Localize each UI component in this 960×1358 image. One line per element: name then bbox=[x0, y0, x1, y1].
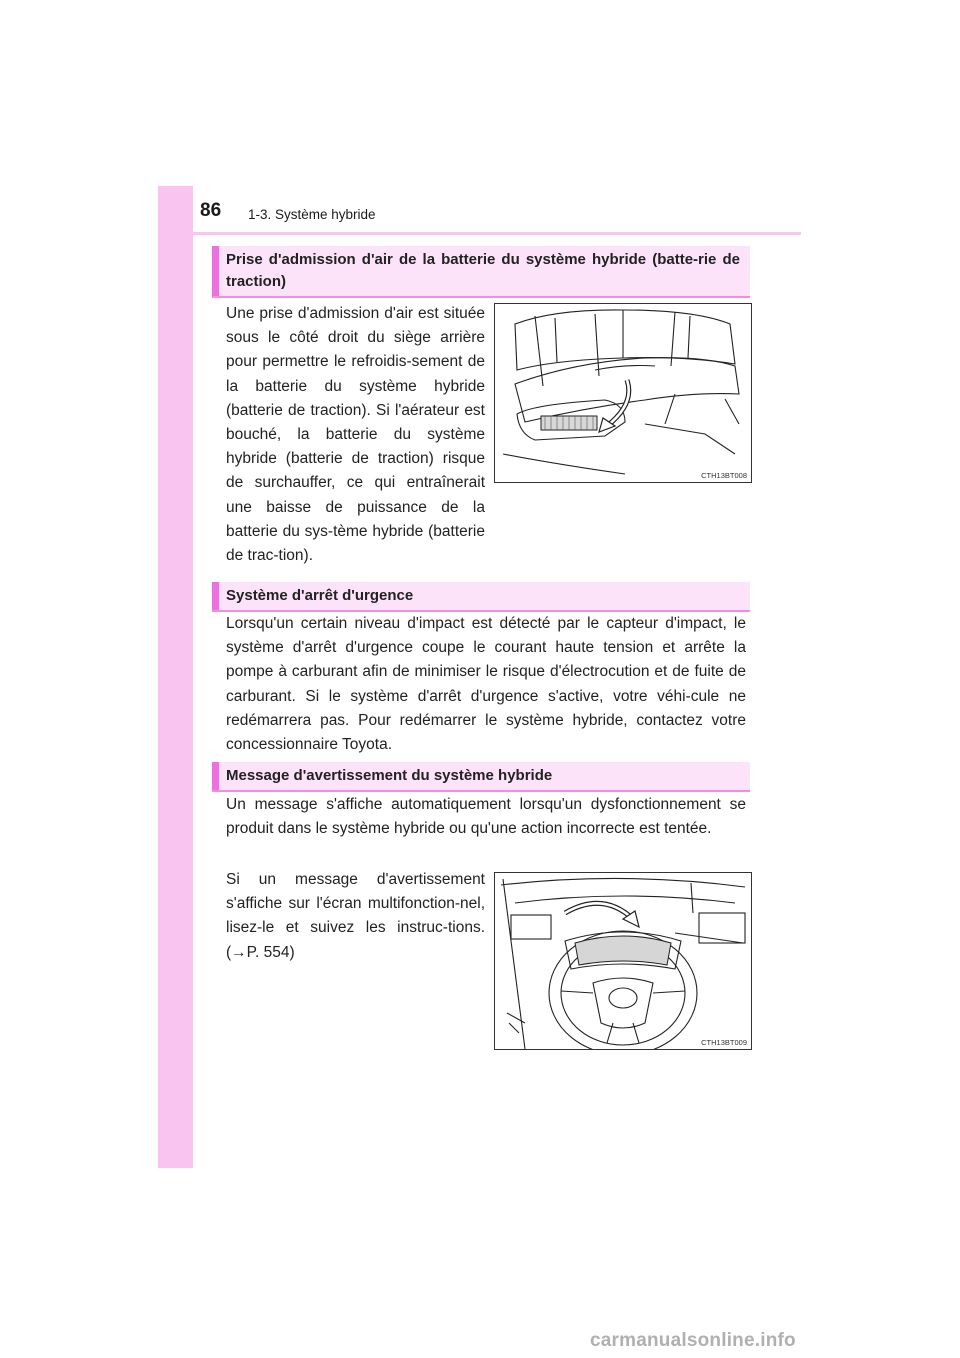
section-title: Système d'arrêt d'urgence bbox=[226, 587, 414, 604]
page-number: 86 bbox=[200, 200, 222, 221]
figure-caption: CTH13BT009 bbox=[701, 1038, 747, 1047]
chapter-title: 1-3. Système hybride bbox=[248, 207, 376, 222]
heading-accent-bar bbox=[212, 582, 219, 610]
rear-seat-illustration bbox=[495, 304, 751, 482]
multi-info-display-figure bbox=[494, 872, 752, 1050]
paragraph-emergency-shutoff: Lorsqu'un certain niveau d'impact est détecté par le capteur d'impact, le système d'arrêt d'urgence coupe le courant haute tension et arrête la pompe à carburant afin de minimiser le risque d'électrocution et de fuite de carburant. Si le système d'arrêt d'urgence s'active, votre véhi-cule ne redémarrera pas. Pour redémarrer le système hybride, contactez votre concessionnaire Toyota. bbox=[226, 615, 746, 754]
side-color-band bbox=[158, 186, 193, 1168]
watermark: carmanualsonline.info bbox=[590, 1330, 796, 1351]
section-heading-air-intake bbox=[212, 246, 750, 298]
figure-caption: CTH13BT008 bbox=[701, 471, 747, 480]
heading-accent-bar bbox=[212, 246, 219, 296]
section-heading-emergency-shutoff bbox=[212, 582, 750, 612]
rear-seat-air-intake-figure bbox=[494, 303, 752, 483]
section-heading-warning-message bbox=[212, 762, 750, 792]
paragraph-air-intake: Une prise d'admission d'air est située sous le côté droit du siège arrière pour permettre le refroidis-sement de la batterie du système hybride (batterie de traction). Si l'aérateur est bouché, la batterie du système hybride (batterie de traction) risque de surchauffer, ce qui entraînerait une baisse de puissance de la batterie du sys-tème hybride (batterie de trac-tion). bbox=[226, 305, 485, 565]
header-rule bbox=[193, 232, 801, 235]
paragraph-warning-instructions: Si un message d'avertissement s'affiche sur l'écran multifonction-nel, lisez-le et suivez les instruc-tions. (→P. 554) bbox=[226, 871, 485, 961]
section-title: Prise d'admission d'air de la batterie du système hybride (batte-rie de traction) bbox=[226, 251, 740, 290]
heading-accent-bar bbox=[212, 762, 219, 790]
dashboard-illustration bbox=[495, 873, 751, 1049]
section-title: Message d'avertissement du système hybride bbox=[226, 767, 553, 784]
paragraph-warning-message: Un message s'affiche automatiquement lorsqu'un dysfonctionnement se produit dans le système hybride ou qu'une action incorrecte est tentée. bbox=[226, 796, 746, 838]
